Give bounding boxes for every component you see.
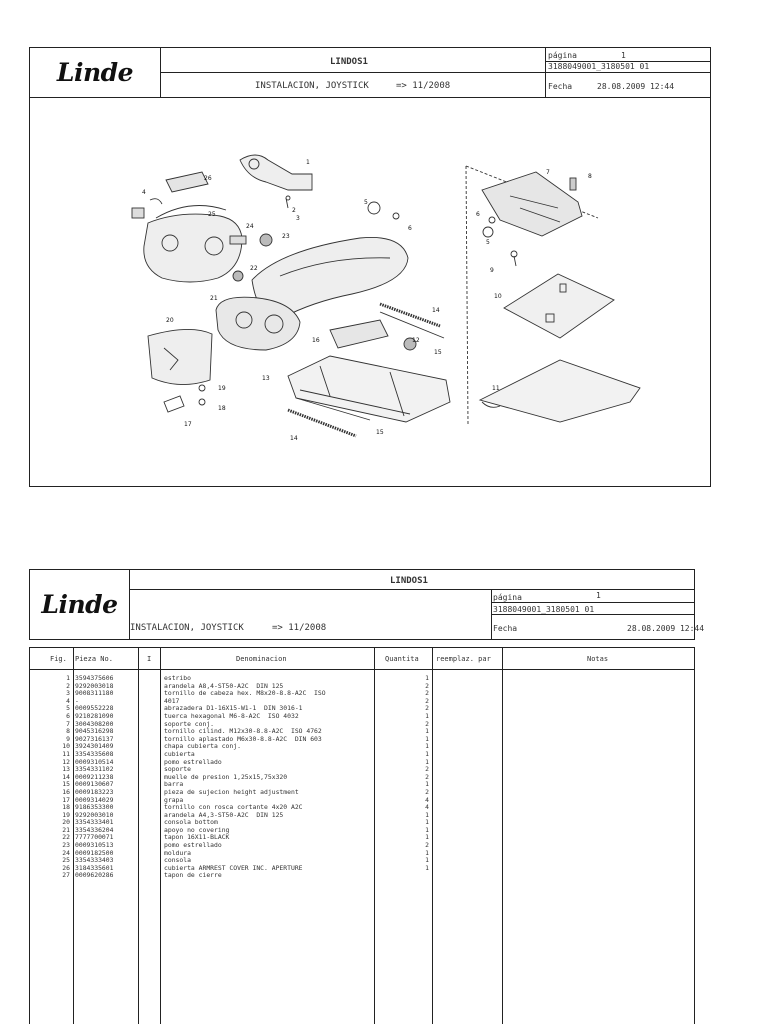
row-quantity: 1: [425, 780, 429, 789]
callout-13: 13: [262, 375, 270, 382]
row-quantity: 2: [425, 681, 429, 690]
row-part-number: 3354336204: [75, 825, 114, 834]
row-quantity: 1: [425, 727, 429, 736]
row-description: muelle de presion 1,25x15,75x320: [164, 772, 288, 781]
row-fig: 26: [62, 863, 70, 872]
row-quantity: 1: [425, 734, 429, 743]
callout-17: 17: [184, 421, 192, 428]
row-description: pomo estrellado: [164, 757, 222, 766]
row-part-number: -: [75, 696, 79, 705]
callout-14b: 14: [290, 435, 298, 442]
col-header-part: Pieza No.: [75, 655, 113, 663]
callout-15: 15: [434, 349, 442, 356]
row-fig: 6: [66, 711, 70, 720]
fig-column: [34, 675, 70, 880]
callout-10: 10: [494, 293, 502, 300]
row-description: estribo: [164, 674, 191, 682]
row-part-number: 0009182500: [75, 848, 114, 857]
callout-26: 26: [204, 175, 212, 182]
description-column: [164, 675, 326, 880]
parts-table: [29, 647, 695, 1024]
row-fig: 11: [62, 749, 70, 758]
page-number-2: 1: [596, 591, 601, 600]
date-label-2: Fecha: [493, 624, 518, 633]
row-fig: 21: [62, 825, 70, 834]
callout-8: 8: [588, 173, 592, 180]
row-quantity: 1: [425, 711, 429, 720]
row-description: arandela A8,4-ST50-A2C DIN 125: [164, 681, 284, 690]
date-ref-2: => 11/2008: [272, 623, 327, 633]
row-description: moldura: [164, 848, 191, 857]
row-part-number: 9186353300: [75, 803, 114, 812]
row-quantity: 4: [425, 795, 429, 804]
row-description: cubierta: [164, 749, 195, 758]
date-label: Fecha: [548, 82, 573, 91]
row-fig: 1: [66, 674, 70, 682]
brand-logo-text-2: Linde: [41, 590, 118, 619]
callout-20: 20: [166, 317, 174, 324]
row-description: tornillo aplastado M6x30-8.8-A2C DIN 603: [164, 734, 322, 743]
exploded-diagram: [29, 97, 711, 487]
row-fig: 19: [62, 810, 70, 819]
row-fig: 7: [66, 719, 70, 728]
row-quantity: 4: [425, 803, 429, 812]
callout-25: 25: [208, 211, 216, 218]
row-quantity: 2: [425, 772, 429, 781]
page-label: página: [548, 51, 577, 60]
callout-11: 11: [492, 385, 500, 392]
row-description: tapon 16X11-BLACK: [164, 833, 230, 842]
row-quantity: 2: [425, 787, 429, 796]
row-fig: 17: [62, 795, 70, 804]
row-quantity: 1: [425, 863, 429, 872]
row-fig: 4: [66, 696, 70, 705]
callout-19: 19: [218, 385, 226, 392]
callout-23: 23: [282, 233, 290, 240]
row-part-number: 3924301409: [75, 742, 114, 751]
callout-18: 18: [218, 405, 226, 412]
row-part-number: 0009310514: [75, 757, 114, 766]
row-part-number: 3354333401: [75, 818, 114, 827]
row-part-number: 9008311180: [75, 689, 114, 698]
quantity-column: [378, 675, 429, 872]
doc-name-2: LINDOS1: [390, 576, 428, 586]
callout-24: 24: [246, 223, 254, 230]
col-header-notes: Notas: [587, 655, 609, 663]
row-description: soporte: [164, 765, 191, 774]
row-quantity: 2: [425, 696, 429, 705]
top-header: [29, 47, 711, 98]
row-part-number: 0009552228: [75, 704, 114, 713]
row-fig: 2: [66, 681, 70, 690]
row-fig: 13: [62, 765, 70, 774]
row-quantity: 2: [425, 689, 429, 698]
callout-9: 9: [490, 267, 494, 274]
row-description: tuerca hexagonal M6-8-A2C ISO 4032: [164, 711, 299, 720]
row-quantity: 1: [425, 848, 429, 857]
callout-3: 3: [296, 215, 300, 222]
col-header-i: I: [147, 655, 152, 663]
row-description: soporte conj.: [164, 719, 215, 728]
row-part-number: 9292003010: [75, 810, 114, 819]
row-quantity: 2: [425, 704, 429, 713]
row-description: chapa cubierta conj.: [164, 742, 241, 751]
row-fig: 24: [62, 848, 70, 857]
row-description: tornillo de cabeza hex. M8x20-8.8-A2C ISO 4017: [164, 689, 326, 705]
row-fig: 27: [62, 871, 70, 880]
row-part-number: 3594375606: [75, 674, 114, 682]
row-part-number: 9210281090: [75, 711, 114, 720]
row-quantity: 1: [425, 825, 429, 834]
row-fig: 10: [62, 742, 70, 751]
brand-logo-text: Linde: [56, 58, 134, 87]
row-part-number: 7777700071: [75, 833, 114, 842]
row-quantity: 1: [425, 810, 429, 819]
date-value-2: 28.08.2009 12:44: [627, 624, 705, 633]
row-part-number: 9292003018: [75, 681, 114, 690]
subtitle: INSTALACION, JOYSTICK: [255, 81, 369, 91]
row-quantity: 1: [425, 833, 429, 842]
table-header-block: [29, 569, 705, 640]
callout-4: 4: [142, 189, 146, 196]
row-quantity: 2: [425, 765, 429, 774]
row-quantity: 1: [425, 749, 429, 758]
row-description: consola: [164, 856, 191, 865]
row-description: arandela A4,3-ST50-A2C DIN 125: [164, 810, 284, 819]
row-description: tornillo con rosca cortante 4x20 A2C: [164, 803, 303, 812]
row-description: tornillo cilind. M12x30-8.8-A2C ISO 4762: [164, 727, 322, 736]
row-part-number: 0009130607: [75, 780, 114, 789]
callout-14: 14: [432, 307, 440, 314]
callout-15b: 15: [376, 429, 384, 436]
row-description: consola bottom: [164, 818, 218, 827]
row-part-number: 3004308200: [75, 719, 114, 728]
callout-21: 21: [210, 295, 218, 302]
row-description: pieza de sujecion height adjustment: [164, 787, 299, 796]
row-fig: 22: [62, 833, 70, 842]
row-fig: 14: [62, 772, 70, 781]
row-part-number: 3354331102: [75, 765, 114, 774]
doc-name: LINDOS1: [330, 57, 368, 67]
row-part-number: 9045316298: [75, 727, 114, 736]
page-label-2: página: [493, 593, 522, 602]
row-part-number: 0009620286: [75, 871, 114, 880]
col-header-qty: Quantita: [385, 655, 419, 663]
row-fig: 8: [66, 727, 70, 736]
part-number-column: [75, 675, 113, 880]
row-quantity: 2: [425, 719, 429, 728]
row-quantity: 2: [425, 841, 429, 850]
row-fig: 16: [62, 787, 70, 796]
row-quantity: 1: [425, 742, 429, 751]
row-description: abrazadera D1-16X15-W1-1 DIN 3016-1: [164, 704, 303, 713]
row-description: barra: [164, 780, 184, 789]
row-fig: 20: [62, 818, 70, 827]
col-header-replace: reemplaz. par: [436, 655, 491, 663]
row-fig: 9: [66, 734, 70, 743]
row-description: apoyo no covering: [164, 825, 230, 834]
row-part-number: 0009314029: [75, 795, 114, 804]
doc-code: 3188049001_3180501 01: [548, 62, 650, 71]
callout-6b: 6: [476, 211, 480, 218]
row-description: pomo estrellado: [164, 841, 222, 850]
row-part-number: 3184335601: [75, 863, 114, 872]
date-value: 28.08.2009 12:44: [597, 82, 675, 91]
date-ref: => 11/2008: [396, 81, 451, 91]
callout-2: 2: [292, 207, 296, 214]
row-fig: 23: [62, 841, 70, 850]
row-fig: 3: [66, 689, 70, 698]
row-part-number: 0009211238: [75, 772, 114, 781]
row-part-number: 0009310513: [75, 841, 114, 850]
linde-logo: [30, 48, 161, 97]
row-fig: 15: [62, 780, 70, 789]
row-fig: 12: [62, 757, 70, 766]
callout-12: 12: [412, 337, 420, 344]
callout-5: 5: [364, 199, 368, 206]
row-quantity: 1: [425, 856, 429, 865]
row-quantity: 1: [425, 674, 429, 682]
row-part-number: 9027316137: [75, 734, 114, 743]
page-number: 1: [621, 51, 626, 60]
row-part-number: 3354335608: [75, 749, 114, 758]
doc-code-2: 3188049001_3180501 01: [493, 605, 595, 614]
callout-1: 1: [306, 159, 310, 166]
subtitle-2: INSTALACION, JOYSTICK: [130, 623, 244, 633]
row-fig: 5: [66, 704, 70, 713]
row-fig: 18: [62, 803, 70, 812]
row-part-number: 3354333403: [75, 856, 114, 865]
row-description: grapa: [164, 795, 184, 804]
col-header-fig: Fig.: [50, 655, 67, 663]
callout-6: 6: [408, 225, 412, 232]
row-description: cubierta ARMREST COVER INC. APERTURE: [164, 863, 303, 872]
callout-16: 16: [312, 337, 320, 344]
row-quantity: 1: [425, 818, 429, 827]
row-quantity: 1: [425, 757, 429, 766]
callout-5b: 5: [486, 239, 490, 246]
row-description: tapon de cierre: [164, 871, 222, 880]
callout-22: 22: [250, 265, 258, 272]
row-fig: 25: [62, 856, 70, 865]
callout-7: 7: [546, 169, 550, 176]
linde-logo-2: [30, 570, 130, 639]
exploded-view-drawing: [30, 98, 710, 486]
col-header-desc: Denominacion: [236, 655, 287, 663]
row-part-number: 0009183223: [75, 787, 114, 796]
